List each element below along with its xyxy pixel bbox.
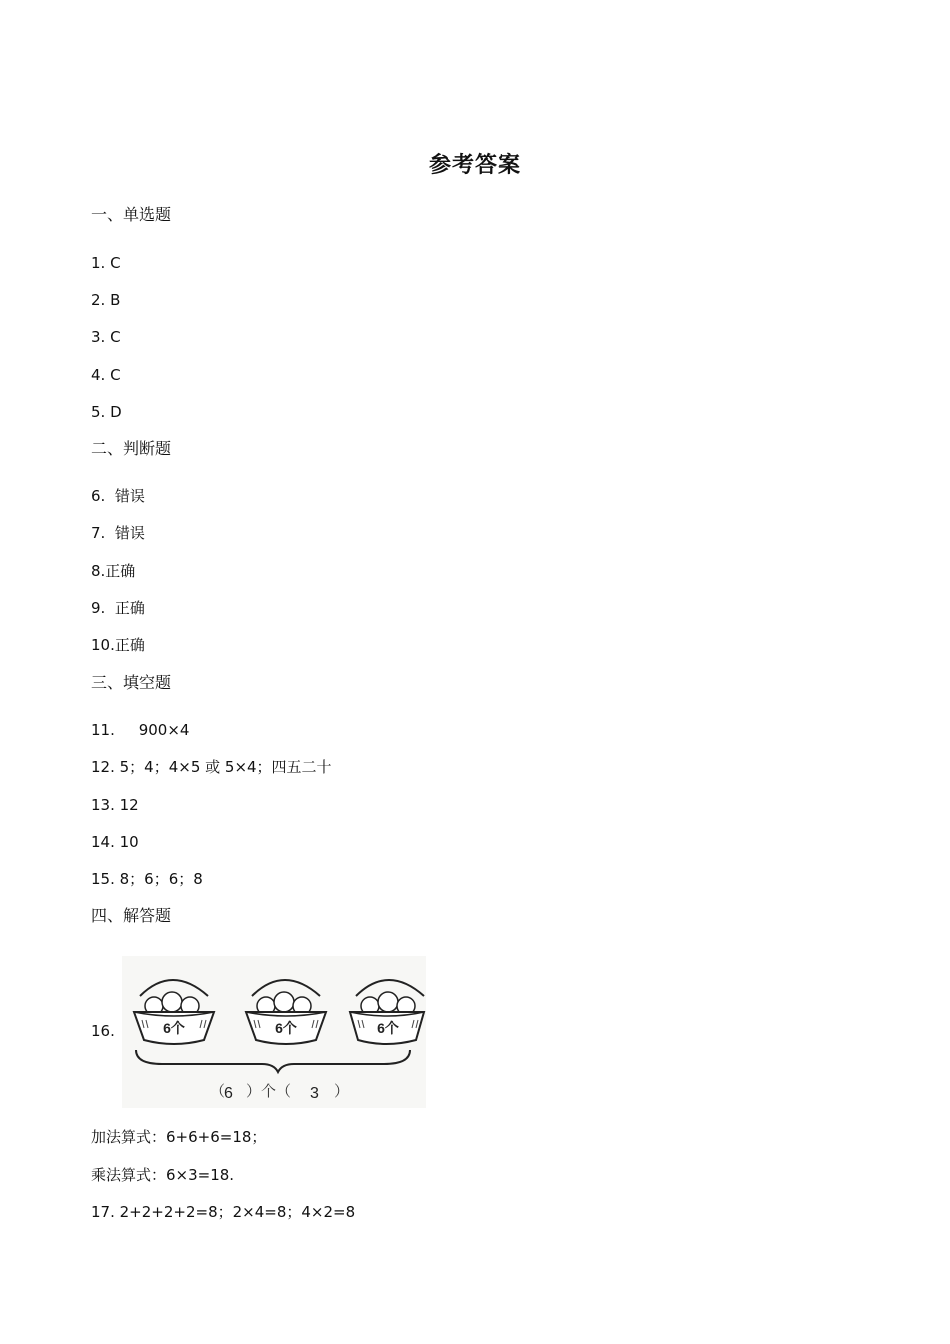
answer-13: 13. 12 <box>91 796 139 814</box>
answer-16-number: 16. <box>91 1022 115 1040</box>
section-heading-single-choice: 一、单选题 <box>91 205 172 224</box>
answer-4: 4. C <box>91 366 121 384</box>
section-heading-solutions: 四、解答题 <box>91 906 172 925</box>
caption-paren-right: ） <box>334 1083 350 1100</box>
caption-times: 3 <box>310 1085 319 1102</box>
brace <box>136 1050 410 1072</box>
answer-14: 14. 10 <box>91 833 139 851</box>
basket-1 <box>134 980 214 1044</box>
basket-2 <box>246 980 326 1044</box>
caption-paren-mid: ）个（ <box>246 1083 292 1100</box>
answer-15: 15. 8；6；6；8 <box>91 870 203 888</box>
answer-9: 9. 正确 <box>91 599 145 617</box>
page-title: 参考答案 <box>428 153 521 178</box>
answer-5: 5. D <box>91 403 122 421</box>
answer-6: 6. 错误 <box>91 487 145 505</box>
answer-16-addition: 加法算式：6+6+6=18； <box>91 1128 267 1146</box>
answer-8: 8.正确 <box>91 562 136 580</box>
basket-3-label: 6个 <box>377 1020 399 1036</box>
caption-count: 6 <box>224 1085 233 1102</box>
section-heading-fill-in: 三、填空题 <box>91 673 172 692</box>
caption-paren-left: （ <box>210 1083 226 1100</box>
answer-16-multiplication: 乘法算式：6×3=18. <box>91 1166 235 1184</box>
answer-11: 11. 900×4 <box>91 721 190 739</box>
basket-2-label: 6个 <box>275 1020 297 1036</box>
baskets-figure <box>122 956 426 1108</box>
basket-3 <box>350 980 424 1044</box>
section-heading-true-false: 二、判断题 <box>91 439 172 458</box>
answer-7: 7. 错误 <box>91 524 145 542</box>
answer-2: 2. B <box>91 291 121 309</box>
answer-1: 1. C <box>91 254 121 272</box>
answer-17: 17. 2+2+2+2=8；2×4=8；4×2=8 <box>91 1203 356 1221</box>
answer-3: 3. C <box>91 328 121 346</box>
basket-1-label: 6个 <box>163 1020 185 1036</box>
answer-10: 10.正确 <box>91 636 145 654</box>
answer-12: 12. 5；4；4×5 或 5×4；四五二十 <box>91 758 332 776</box>
